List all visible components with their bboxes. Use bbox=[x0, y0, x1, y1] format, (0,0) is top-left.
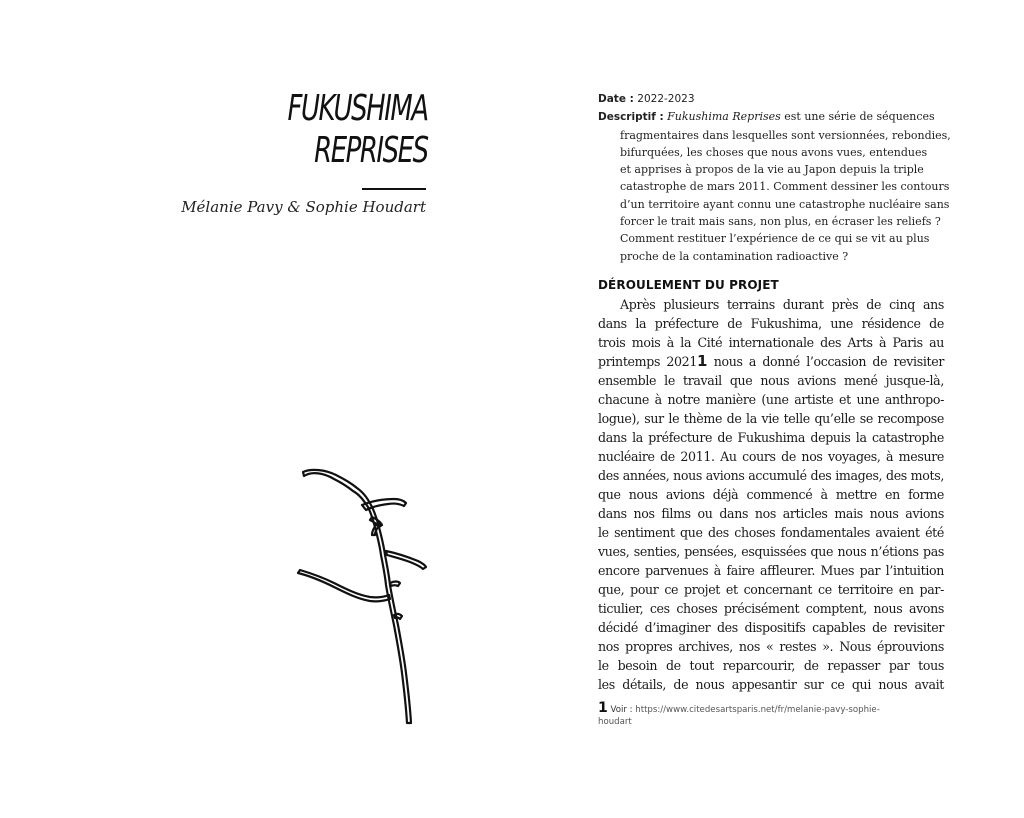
descriptif-line: catastrophe de mars 2011. Comment dessiner les contours bbox=[620, 180, 950, 194]
descriptif-line: bifurquées, les choses que nous avons vues, entendues bbox=[620, 145, 928, 159]
body-line: trois mois à la Cité internationale des Arts à Paris au bbox=[598, 335, 944, 350]
body-line: le sentiment que des choses fondamentales avaient été bbox=[598, 525, 944, 540]
descriptif-line: et apprises à propos de la vie au Japon depuis la triple bbox=[620, 163, 924, 177]
body-line: ensemble le travail que nous avions mené jusque-là, bbox=[598, 373, 944, 388]
date-label: Date : bbox=[598, 93, 634, 105]
body-line: des années, nous avions accumulé des images, des mots, bbox=[598, 468, 944, 483]
project-meta bbox=[598, 90, 951, 265]
body-line: vues, senties, pensées, esquissées que nous n’étions pas bbox=[598, 544, 944, 559]
body-line: nos propres archives, nos « restes ». Nous éprouvions bbox=[598, 639, 944, 654]
body-text-fragment: nous a donné l’occasion de revisiter bbox=[707, 354, 944, 369]
footnote-number: 1 bbox=[598, 700, 608, 716]
body-line: dans la préfecture de Fukushima, une résidence de bbox=[598, 316, 944, 331]
body-line: nucléaire de 2011. Au cours de nos voyages, à mesure bbox=[598, 449, 944, 464]
body-line: dans la préfecture de Fukushima depuis la catastrophe bbox=[598, 430, 944, 445]
descriptif-title: Fukushima Reprises bbox=[667, 110, 781, 124]
descriptif-line: fragmentaires dans lesquelles sont versionnées, rebondies, bbox=[620, 128, 951, 142]
footnote-reference[interactable]: 1 bbox=[697, 352, 708, 370]
body-line: que nous avions déjà commencé à mettre en forme bbox=[598, 487, 944, 502]
footnote-label: Voir : bbox=[610, 705, 633, 715]
body-line: dans nos films ou dans nos articles mais nous avions bbox=[598, 506, 944, 521]
descriptif-text: est une série de séquences bbox=[780, 110, 935, 124]
body-line: chacune à notre manière (une artiste et une anthropo- bbox=[598, 392, 944, 407]
body-line: Après plusieurs terrains durant près de cinq ans bbox=[620, 297, 944, 312]
body-line: le besoin de tout reparcourir, de repasser par tous bbox=[598, 658, 944, 673]
body-line-with-footnote bbox=[598, 352, 944, 371]
descriptif-line: forcer le trait mais sans, non plus, en écraser les reliefs ? bbox=[620, 215, 941, 229]
body-line: que, pour ce projet et concernant ce territoire en par- bbox=[598, 582, 944, 597]
branch-drawing-icon bbox=[290, 465, 430, 730]
descriptif-line: Comment restituer l’expérience de ce qui se vit au plus bbox=[620, 232, 930, 246]
descriptif-first-line bbox=[598, 108, 948, 126]
descriptif-line: proche de la contamination radioactive ? bbox=[620, 249, 849, 263]
body-line: les détails, de nous appesantir sur ce qui nous avait bbox=[598, 677, 944, 692]
footnote-url-continued[interactable]: houdart bbox=[598, 716, 632, 727]
section-title: DÉROULEMENT DU PROJET bbox=[598, 278, 779, 292]
title-line-2: REPRISES bbox=[314, 130, 428, 171]
page-title bbox=[288, 88, 428, 172]
body-line: encore parvenues à faire affleurer. Mues par l’intuition bbox=[598, 563, 944, 578]
body-line: logue), sur le thème de la vie telle qu’elle se recompose bbox=[598, 411, 944, 426]
body-text bbox=[598, 295, 944, 694]
title-line-1: FUKUSHIMA bbox=[287, 88, 428, 129]
date-value: 2022-2023 bbox=[637, 93, 695, 105]
footnote-url[interactable]: https://www.citedesartsparis.net/fr/melanie-pavy-sophie- bbox=[632, 705, 880, 715]
body-line: ticulier, ces choses précisément comptent, nous avons bbox=[598, 601, 944, 616]
title-divider bbox=[362, 188, 426, 190]
authors: Mélanie Pavy & Sophie Houdart bbox=[181, 198, 426, 216]
body-line: décidé d’imaginer des dispositifs capables de revisiter bbox=[598, 620, 944, 635]
date-row bbox=[598, 90, 948, 108]
descriptif-line: d’un territoire ayant connu une catastrophe nucléaire sans bbox=[620, 197, 950, 211]
right-page bbox=[512, 0, 1024, 818]
footnote bbox=[598, 700, 938, 728]
body-text-fragment: printemps 2021 bbox=[598, 354, 697, 369]
descriptif-label: Descriptif : bbox=[598, 111, 664, 124]
